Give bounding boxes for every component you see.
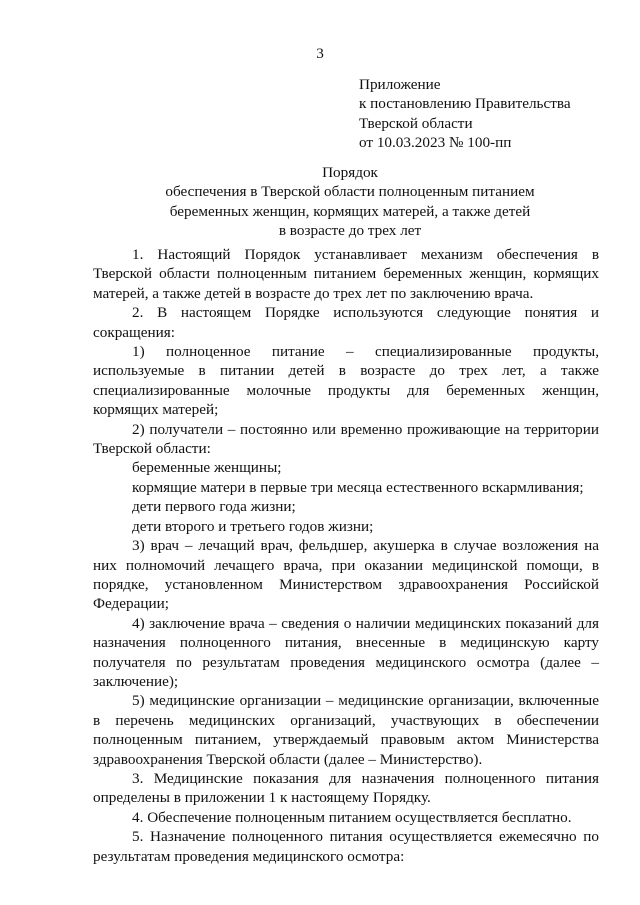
document-title [0, 163, 640, 241]
paragraph: 1) полноценное питание – специализированные продукты, используемые в питании детей в возрасте до трех лет, а также специализированные молочные продукты для беременных женщин, кормящих матерей; [93, 343, 599, 419]
paragraph: беременные женщины; [132, 459, 282, 477]
appendix-line: Приложение [359, 76, 441, 93]
paragraph: 3) врач – лечащий врач, фельдшер, акушерка в случае возложения на них полномочий лечащего врача, при оказании медицинской помощи, в порядке, установленном Министерством здравоохранения Российской Федерации; [93, 537, 599, 613]
title-line: в возрасте до трех лет [278, 222, 422, 240]
paragraph: 1. Настоящий Порядок устанавливает механизм обеспечения в Тверской области полноценным питанием беременных женщин, кормящих матерей, а также детей в возрасте до трех лет по заключению врача. [93, 246, 599, 302]
paragraph: 5) медицинские организации – медицинские организации, включенные в перечень медицинских организаций, участвующих в обеспечении полноценным питанием, утверждаемый правовым актом Министерства здравоохранения Тверской области (далее – Министерство). [93, 692, 599, 768]
appendix-block [359, 75, 571, 153]
title-line: обеспечения в Тверской области полноценным питанием [165, 183, 535, 201]
paragraph: кормящие матери в первые три месяца естественного вскармливания; [132, 478, 584, 496]
title-line: беременных женщин, кормящих матерей, а также детей [169, 202, 531, 220]
document-body [93, 245, 599, 866]
paragraph: 4) заключение врача – сведения о наличии медицинских показаний для назначения полноценного питания, внесенные в медицинскую карту получателя по результатам проведения медицинского осмотра (далее – заключение); [93, 614, 599, 690]
appendix-line: к постановлению Правительства [359, 95, 571, 113]
paragraph: дети второго и третьего годов жизни; [132, 517, 374, 535]
page-number: 3 [316, 45, 324, 62]
paragraph: 2) получатели – постоянно или временно проживающие на территории Тверской области: [93, 420, 599, 458]
paragraph: 2. В настоящем Порядке используются следующие понятия и сокращения: [93, 304, 599, 341]
appendix-line: от 10.03.2023 № 100-пп [359, 134, 512, 152]
paragraph: дети первого года жизни; [132, 498, 296, 516]
paragraph: 4. Обеспечение полноценным питанием осуществляется бесплатно. [132, 808, 572, 826]
appendix-line: Тверской области [359, 114, 473, 132]
paragraph: 3. Медицинские показания для назначения полноценного питания определены в приложении 1 к настоящему Порядку. [93, 769, 599, 807]
title-line: Порядок [322, 164, 378, 181]
paragraph: 5. Назначение полноценного питания осуществляется ежемесячно по результатам проведения медицинского осмотра: [93, 828, 599, 865]
